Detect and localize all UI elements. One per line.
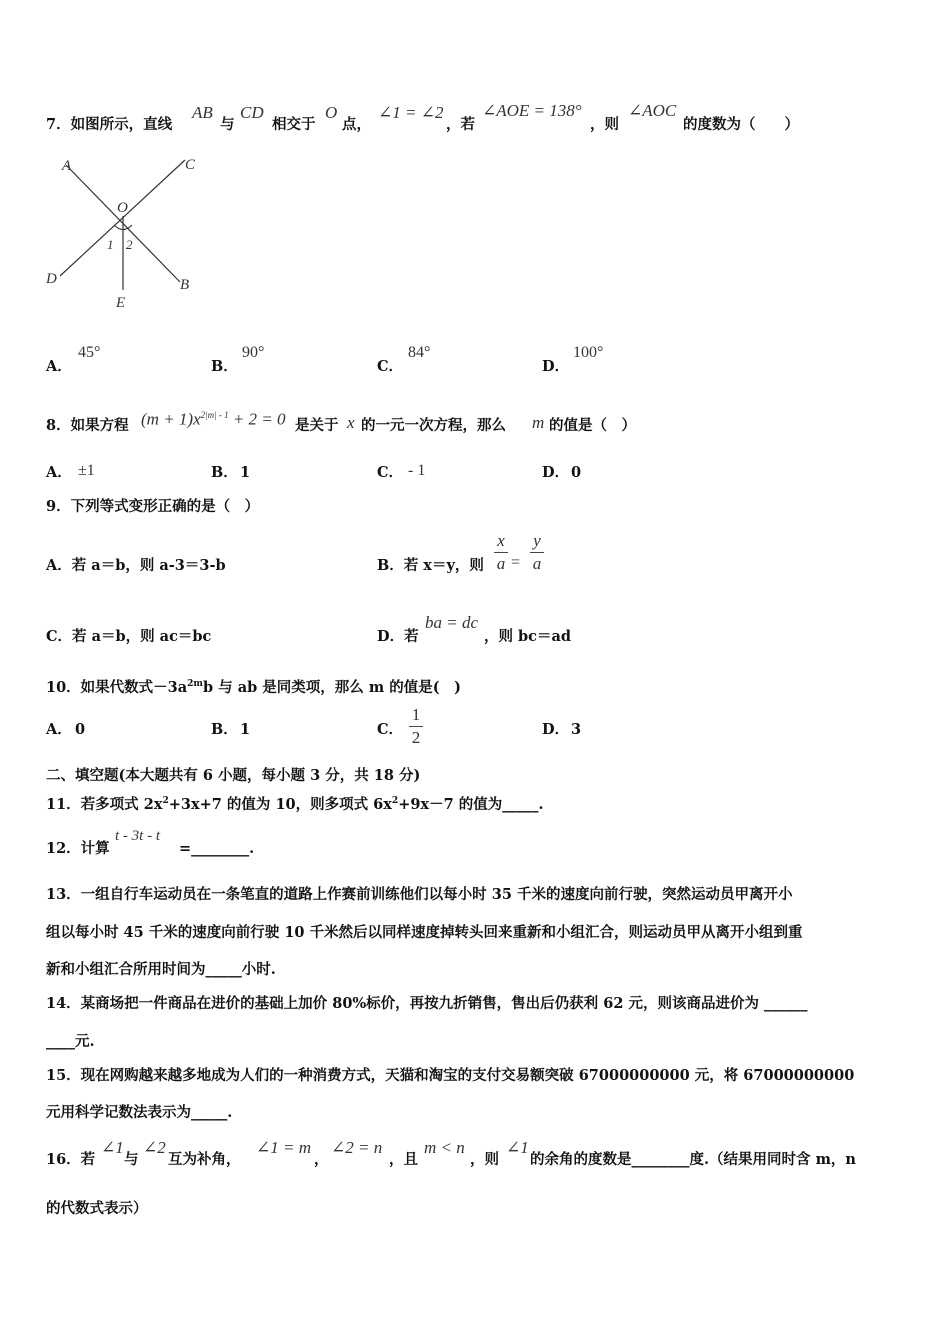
q16-text-supplementary: 互为补角， — [168, 1151, 241, 1168]
q10-option-b-letter: B． — [211, 721, 238, 738]
q12-expression: t - 3t - t — [115, 828, 160, 844]
q10-option-d-letter: D． — [542, 721, 570, 738]
q8-option-c-value: - 1 — [408, 462, 426, 479]
q10-fraction-numerator: 1 — [411, 705, 421, 724]
q9-equals: = — [511, 554, 521, 571]
q16-text-and: 与 — [124, 1151, 139, 1168]
q7-line-ab: AB — [192, 103, 213, 122]
q16-inequality: m < n — [424, 1138, 465, 1157]
q9-option-a: A．若 a＝b，则 a-3＝3-b — [46, 557, 226, 574]
q10-option-c-fraction — [409, 705, 423, 748]
q14-line-1: 14．某商场把一件商品在进价的基础上加价 80%标价，再按九折销售，售出后仍获利 62 元，则该商品进价为 ______ — [46, 995, 808, 1012]
q13-line-3: 新和小组汇合所用时间为_____小时. — [46, 961, 276, 978]
q10-option-d-value: 3 — [571, 721, 582, 738]
q9-fraction-x-denominator: a — [496, 554, 506, 573]
q10-option-c-letter: C． — [377, 721, 404, 738]
q7-point-o: O — [325, 103, 338, 122]
label-o: O — [117, 200, 128, 216]
q16-angle-1: ∠1 — [101, 1138, 124, 1157]
q7-stem-start: 7．如图所示，直线 — [46, 116, 173, 133]
q12-text: 12．计算 — [46, 840, 110, 857]
q8-stem-end: 的值是（ ） — [549, 417, 636, 434]
q16-comma: ， — [314, 1151, 329, 1168]
label-d: D — [46, 271, 57, 287]
q7-option-b-letter: B． — [211, 358, 238, 375]
q9-option-d-math: ba = dc — [425, 613, 479, 632]
q16-stem-end: 的余角的度数是________度.（结果用同时含 m，n — [530, 1151, 856, 1168]
q9-stem: 9．下列等式变形正确的是（ ） — [46, 498, 260, 515]
q7-option-b-value: 90° — [242, 344, 265, 361]
label-a: A — [62, 158, 72, 174]
q8-text-about: 是关于 — [295, 417, 339, 434]
q7-angle-aoc: ∠AOC — [628, 101, 677, 120]
q8-option-d-letter: D． — [542, 464, 570, 481]
q7-angle-condition: ∠1 = ∠2 — [378, 103, 444, 122]
q9-fraction-y-over-a — [530, 531, 544, 574]
q9-fraction-x-numerator: x — [497, 531, 505, 550]
q10-option-b-value: 1 — [240, 721, 251, 738]
q8-option-b-letter: B． — [211, 464, 238, 481]
q8-option-a-value: ±1 — [78, 462, 95, 479]
q11-text: 11．若多项式 $2x^2+3x+7$ 的值为 10，则多项式 $6x^2+9x-7$ 的值为_____. — [46, 795, 544, 813]
q7-figure — [40, 150, 210, 315]
q16-text-if: 16．若 — [46, 1151, 96, 1168]
q10-option-a-letter: A． — [46, 721, 72, 738]
q8-option-d-value: 0 — [571, 464, 582, 481]
q16-text-and-also: ，且 — [389, 1151, 418, 1168]
q7-option-c-letter: C． — [377, 358, 404, 375]
q16-eq-1: ∠1 = m — [256, 1138, 311, 1157]
q14-line-2: ____元. — [46, 1033, 95, 1050]
q13-line-2: 组以每小时 45 千米的速度向前行驶 10 千米然后以同样速度掉转头回来重新和小组汇合，则运动员甲从离开小组到重 — [46, 924, 803, 941]
q9-fraction-x-over-a — [494, 531, 508, 574]
q10-stem: 10．如果代数式$-3a^{2m}b$ 与 ab 是同类项，那么 m 的值是( ) — [46, 678, 461, 696]
q8-var-x: x — [347, 413, 355, 432]
q7-text-if: ，若 — [446, 116, 475, 133]
q9-option-b-text: B．若 x＝y，则 — [377, 557, 484, 574]
q7-option-d-value: 100° — [573, 344, 604, 361]
q15-line-1: 15．现在网购越来越多地成为人们的一种消费方式，天猫和淘宝的支付交易额突破 67000000000 元，将 67000000000 — [46, 1067, 855, 1084]
section-2-heading: 二、填空题(本大题共有 6 小题，每小题 3 分，共 18 分) — [46, 767, 421, 784]
q16-line-2: 的代数式表示） — [46, 1200, 148, 1217]
q9-option-c: C．若 a＝b，则 ac＝bc — [46, 628, 212, 645]
label-angle-1: 1 — [107, 237, 114, 252]
label-b: B — [180, 277, 190, 293]
q8-var-m: m — [532, 413, 545, 432]
q16-angle-1-again: ∠1 — [506, 1138, 529, 1157]
q12-answer-blank: =________. — [179, 840, 255, 857]
label-angle-2: 2 — [126, 237, 133, 252]
q8-option-b-value: 1 — [240, 464, 251, 481]
q7-text-yu: 与 — [220, 116, 235, 133]
q9-fraction-y-numerator: y — [533, 531, 541, 550]
q7-option-a-value: 45° — [78, 344, 101, 361]
q7-option-a-letter: A． — [46, 358, 72, 375]
label-e: E — [116, 295, 126, 311]
q7-stem-end: 的度数为（ ） — [683, 116, 799, 133]
q7-option-c-value: 84° — [408, 344, 431, 361]
q16-eq-2: ∠2 = n — [331, 1138, 383, 1157]
q15-line-2: 元用科学记数法表示为_____. — [46, 1104, 233, 1121]
q7-angle-aoe: ∠AOE = 138° — [482, 101, 582, 120]
q9-fraction-y-denominator: a — [532, 554, 542, 573]
q7-text-intersect: 相交于 — [272, 116, 316, 133]
q13-line-1: 13．一组自行车运动员在一条笔直的道路上作赛前训练他们以每小时 35 千米的速度向前行驶，突然运动员甲离开小 — [46, 886, 793, 903]
q16-angle-2: ∠2 — [143, 1138, 166, 1157]
q9-option-d-text: D．若 — [377, 628, 419, 645]
q7-text-point: 点， — [342, 116, 371, 133]
q8-option-a-letter: A． — [46, 464, 72, 481]
q10-option-a-value: 0 — [75, 721, 86, 738]
q8-text-linear: 的一元一次方程，那么 — [361, 417, 506, 434]
q9-option-d-result: ，则 bc＝ad — [484, 628, 572, 645]
q7-text-then: ，则 — [590, 116, 619, 133]
q10-fraction-denominator: 2 — [411, 728, 421, 747]
q16-text-then: ，则 — [470, 1151, 499, 1168]
q7-line-cd: CD — [240, 103, 264, 122]
q8-stem-start: 8．如果方程 — [46, 417, 129, 434]
q7-option-d-letter: D． — [542, 358, 570, 375]
q8-option-c-letter: C． — [377, 464, 404, 481]
q8-equation: $(m + 1)x^{2|m| - 1} + 2 = 0$ — [141, 409, 286, 429]
label-c: C — [185, 157, 196, 173]
